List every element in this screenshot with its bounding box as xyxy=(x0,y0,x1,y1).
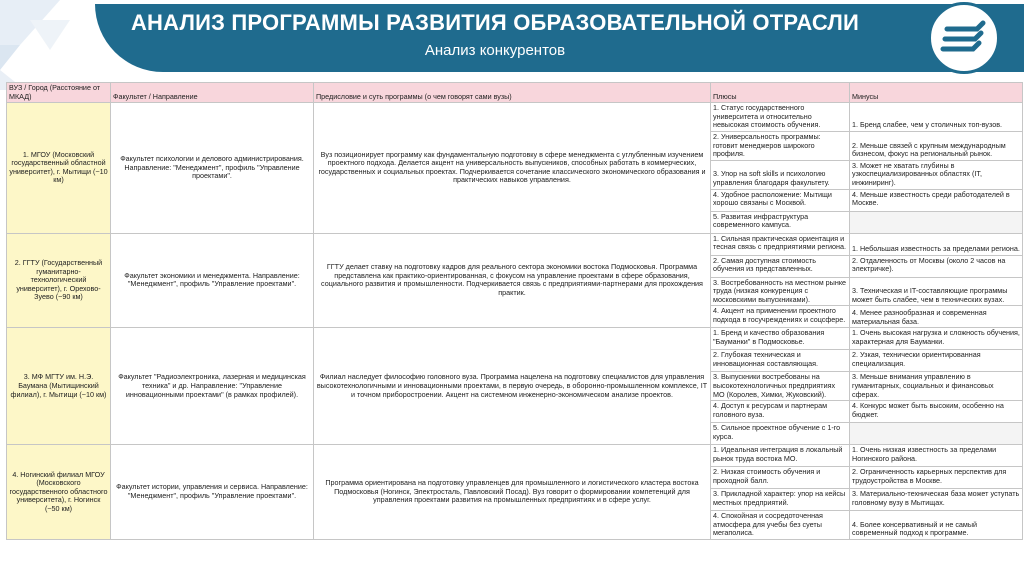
pros-cell: 3. Прикладной характер: упор на кейсы местных предприятий. xyxy=(711,489,850,511)
header-cons: Минусы xyxy=(850,83,1023,103)
cons-cell-empty xyxy=(850,211,1023,233)
table-header-row xyxy=(7,83,1023,103)
pros-cell: 4. Спокойная и сосредоточенная атмосфера для учебы без суеты мегаполиса. xyxy=(711,511,850,540)
cons-cell: 2. Ограниченность карьерных перспектив для трудоустройства в Москве. xyxy=(850,467,1023,489)
pros-cell: 4. Акцент на применении проектного подхода в госучреждениях и соцсфере. xyxy=(711,306,850,328)
faculty-cell: Факультет "Радиоэлектроника, лазерная и медицинская техника" и др. Направление: "Управление инновационными проектами" (в рамках профилей). xyxy=(111,328,314,445)
cons-cell: 4. Конкурс может быть высоким, особенно на бюджет. xyxy=(850,401,1023,423)
cons-cell-empty xyxy=(850,423,1023,445)
pros-cell: 3. Упор на soft skills и психологию управления благодаря факультету. xyxy=(711,160,850,189)
table-row xyxy=(7,328,1023,350)
pros-cell: 1. Идеальная интеграция в локальный рынок труда востока МО. xyxy=(711,445,850,467)
pros-cell: 4. Удобное расположение: Мытищи хорошо связаны с Москвой. xyxy=(711,189,850,211)
cons-cell: 1. Бренд слабее, чем у столичных топ-вузов. xyxy=(850,103,1023,132)
stacked-lines-logo-icon xyxy=(928,2,1000,74)
faculty-cell: Факультет истории, управления и сервиса. Направление: "Менеджмент", профиль "Управление проектами". xyxy=(111,445,314,540)
table-row xyxy=(7,445,1023,467)
cons-cell: 4. Более консервативный и не самый современный подход к программе. xyxy=(850,511,1023,540)
cons-cell: 1. Очень высокая нагрузка и сложность обучения, характерная для Бауманки. xyxy=(850,328,1023,350)
description-cell: ГГТУ делает ставку на подготовку кадров для реального сектора экономики востока Подмосковья. Программа представлена как практико-ориентированная, с фокусом на управление проектами в сфере образования, социального развития и промышленности. Подчеркивается связь с предприятиями-партнерами для прохождения практик. xyxy=(314,233,711,328)
cons-cell: 2. Узкая, технически ориентированная специализация. xyxy=(850,350,1023,372)
table-row xyxy=(7,103,1023,132)
cons-cell: 4. Менее разнообразная и современная материальная база. xyxy=(850,306,1023,328)
pros-cell: 3. Востребованность на местном рынке труда (низкая конкуренция с московскими выпускниками). xyxy=(711,277,850,306)
description-cell: Программа ориентирована на подготовку управленцев для промышленного и логистического кластера востока Подмосковья (Ногинск, Электросталь, Павловский Посад). Вуз говорит о формировании компетенций для управления проектами развития на промышленных предприятиях и в сфере услуг. xyxy=(314,445,711,540)
university-cell: 1. МГОУ (Московский государственный областной университет), г. Мытищи (~10 км) xyxy=(7,103,111,233)
competitors-table xyxy=(6,82,1023,540)
pros-cell: 1. Статус государственного университета и относительно невысокая стоимость обучения. xyxy=(711,103,850,132)
cons-cell: 3. Техническая и IT-составляющие программы может быть слабее, чем в технических вузах. xyxy=(850,277,1023,306)
table-row xyxy=(7,233,1023,255)
cons-cell: 3. Материально-техническая база может уступать головному вузу в Мытищах. xyxy=(850,489,1023,511)
description-cell: Филиал наследует философию головного вуза. Программа нацелена на подготовку специалистов для управления высокотехнологичными и инновационными проектами, в первую очередь, в оборонно-промышленном комплексе, IT и точном приборостроении. Акцент на системном инженерно-экономическом анализе проектов. xyxy=(314,328,711,445)
pros-cell: 5. Развитая инфраструктура современного кампуса. xyxy=(711,211,850,233)
header-pros: Плюсы xyxy=(711,83,850,103)
pros-cell: 2. Глубокая техническая и инновационная составляющая. xyxy=(711,350,850,372)
header-description: Предисловие и суть программы (о чем говорят сами вузы) xyxy=(314,83,711,103)
cons-cell: 2. Меньше связей с крупным международным бизнесом, фокус на региональный рынок. xyxy=(850,131,1023,160)
faculty-cell: Факультет психологии и делового администрирования. Направление: "Менеджмент", профиль "Управление проектами". xyxy=(111,103,314,233)
pros-cell: 2. Низкая стоимость обучения и проходной балл. xyxy=(711,467,850,489)
pros-cell: 5. Сильное проектное обучение с 1-го курса. xyxy=(711,423,850,445)
page-subtitle: Анализ конкурентов xyxy=(424,42,566,59)
pros-cell: 4. Доступ к ресурсам и партнерам головного вуза. xyxy=(711,401,850,423)
pros-cell: 3. Выпускники востребованы на высокотехнологичных предприятиях МО (Королев, Химки, Жуковский). xyxy=(711,372,850,401)
pros-cell: 2. Самая доступная стоимость обучения из представленных. xyxy=(711,255,850,277)
cons-cell: 2. Отдаленность от Москвы (около 2 часов на электричке). xyxy=(850,255,1023,277)
university-cell: 4. Ногинский филиал МГОУ (Московского государственного областного университета), г. Ногинск (~50 км) xyxy=(7,445,111,540)
university-cell: 2. ГГТУ (Государственный гуманитарно-технологический университет), г. Орехово-Зуево (~90 км) xyxy=(7,233,111,328)
header-university: ВУЗ / Город (Расстояние от МКАД) xyxy=(7,83,111,103)
description-cell: Вуз позиционирует программу как фундаментальную подготовку в сфере менеджмента с углубленным изучением проектного подхода. Делается акцент на универсальность выпускников, способных работать в коммерческих, государственных и социальных проектах. Подчеркивается сочетание классического экономического образования и практических навыков управления. xyxy=(314,103,711,233)
cons-cell: 3. Меньше внимания управлению в гуманитарных, социальных и финансовых сферах. xyxy=(850,372,1023,401)
cons-cell: 3. Может не хватать глубины в узкоспециализированных областях (IT, инжиниринг). xyxy=(850,160,1023,189)
cons-cell: 1. Небольшая известность за пределами региона. xyxy=(850,233,1023,255)
cons-cell: 1. Очень низкая известность за пределами Ногинского района. xyxy=(850,445,1023,467)
faculty-cell: Факультет экономики и менеджмента. Направление: "Менеджмент", профиль "Управление проектами". xyxy=(111,233,314,328)
university-cell: 3. МФ МГТУ им. Н.Э. Баумана (Мытищинский филиал), г. Мытищи (~10 км) xyxy=(7,328,111,445)
pros-cell: 1. Бренд и качество образования "Бауманки" в Подмосковье. xyxy=(711,328,850,350)
competitors-table-wrapper xyxy=(6,82,1022,540)
cons-cell: 4. Меньше известность среди работодателей в Москве. xyxy=(850,189,1023,211)
pros-cell: 1. Сильная практическая ориентация и тесная связь с предприятиями региона. xyxy=(711,233,850,255)
pros-cell: 2. Универсальность программы: готовит менеджеров широкого профиля. xyxy=(711,131,850,160)
header-faculty: Факультет / Направление xyxy=(111,83,314,103)
page-title: АНАЛИЗ ПРОГРАММЫ РАЗВИТИЯ ОБРАЗОВАТЕЛЬНОЙ ОТРАСЛИ xyxy=(130,10,860,35)
